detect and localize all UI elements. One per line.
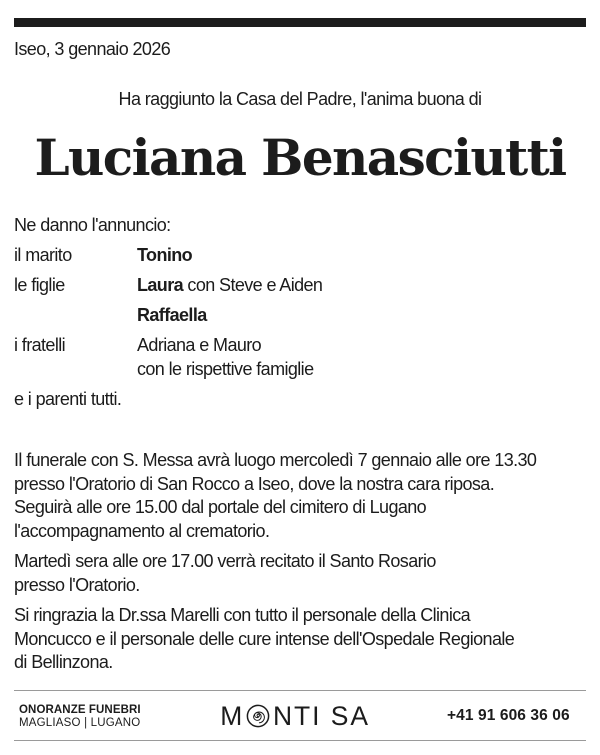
family-member-line — [137, 304, 574, 326]
funeral-paragraph — [14, 449, 589, 543]
footer-rule-top — [14, 690, 586, 691]
family-member-name: Raffaella — [137, 305, 207, 325]
paragraph-line: Si ringrazia la Dr.ssa Marelli con tutto il personale della Clinica — [14, 605, 471, 625]
family-row-husband — [14, 244, 574, 266]
family-member-detail: con Steve e Aiden — [183, 275, 323, 295]
family-member-line — [137, 334, 574, 356]
family-members — [137, 274, 574, 296]
family-members — [137, 334, 574, 380]
family-row-siblings — [14, 334, 574, 380]
agency-info — [19, 704, 141, 730]
paragraph-line: Seguirà alle ore 15.00 dal portale del cimitero di Lugano — [14, 497, 427, 517]
family-row-daughter-2 — [14, 304, 574, 326]
paragraph-line: l'accompagnamento al crematorio. — [14, 520, 270, 541]
family-member-line — [137, 244, 574, 266]
intro-text: Ha raggiunto la Casa del Padre, l'anima buona di — [118, 89, 482, 109]
agency-logo — [220, 703, 371, 729]
family-role: le figlie — [14, 275, 65, 295]
agency-type: ONORANZE FUNEBRI — [19, 704, 141, 716]
family-role — [14, 304, 137, 326]
family-role: i fratelli — [14, 335, 66, 355]
logo-suffix: NTI SA — [272, 701, 370, 731]
family-list — [14, 244, 574, 388]
footer-rule-bottom — [14, 740, 586, 741]
family-member-detail: con le rispettive famiglie — [137, 359, 314, 379]
paragraph-line: Moncucco e il personale delle cure intense dell'Ospedale Regionale — [14, 628, 515, 649]
family-members — [137, 304, 574, 326]
details-section — [14, 449, 589, 682]
family-member-detail: Adriana e Mauro — [137, 335, 262, 355]
thanks-paragraph — [14, 604, 589, 675]
phone-number: +41 91 606 36 06 — [447, 707, 570, 724]
family-row-daughters — [14, 274, 574, 296]
family-member-line — [137, 358, 574, 380]
place-date: Iseo, 3 gennaio 2026 — [14, 39, 171, 59]
top-rule — [14, 18, 586, 27]
paragraph-line: presso l'Oratorio. — [14, 574, 140, 595]
rosary-paragraph — [14, 550, 589, 597]
paragraph-line: di Bellinzona. — [14, 652, 113, 672]
paragraph-line: presso l'Oratorio di San Rocco a Iseo, dove la nostra cara riposa. — [14, 473, 495, 494]
family-role: il marito — [14, 245, 72, 265]
family-member-name: Laura — [137, 275, 184, 295]
spiral-o-icon — [246, 704, 270, 728]
agency-locations: MAGLIASO | LUGANO — [19, 717, 141, 729]
deceased-name: Luciana Benasciutti — [34, 128, 566, 187]
family-members — [137, 244, 574, 266]
family-member-name: Tonino — [137, 245, 193, 265]
paragraph-line: Il funerale con S. Messa avrà luogo mercoledì 7 gennaio alle ore 13.30 — [14, 450, 537, 470]
family-member-line — [137, 274, 574, 296]
logo-prefix: M — [220, 701, 245, 731]
closing-text: e i parenti tutti. — [14, 389, 122, 409]
paragraph-line: Martedì sera alle ore 17.00 verrà recitato il Santo Rosario — [14, 551, 436, 571]
announce-lead: Ne danno l'annuncio: — [14, 215, 171, 235]
